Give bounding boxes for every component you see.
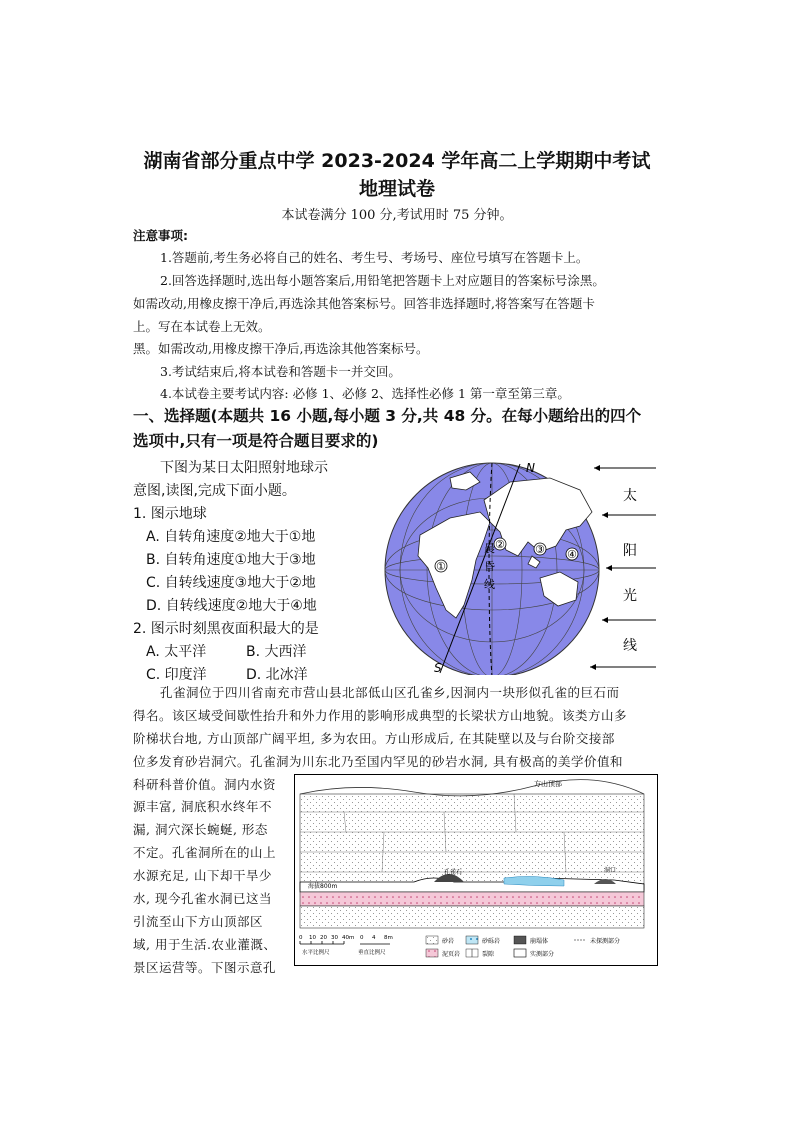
question-2-option: D. 北冰洋 <box>246 667 308 683</box>
passage-line: 水, 现今孔雀水洞已这当 <box>133 891 272 906</box>
marker-3-label: ③ <box>535 543 545 556</box>
meridian-label: 昏 <box>484 560 495 573</box>
notice-line: 2.回答选择题时,选出每小题答案后,用铅笔把答题卡上对应题目的答案标号涂黑。 <box>160 273 605 288</box>
legend-label: 裂隙 <box>482 951 495 958</box>
question-1-option: A. 自转角速度②地大于①地 <box>146 529 316 545</box>
scale-tick: 40m <box>342 935 355 941</box>
passage-line: 源丰富, 洞底积水终年不 <box>133 799 272 814</box>
question-1-option: C. 自转线速度③地大于②地 <box>146 575 316 591</box>
stone-label: 孔雀石 <box>444 869 463 876</box>
question-2-option: B. 大西洋 <box>246 644 307 660</box>
meridian-label: 线 <box>484 578 495 591</box>
lower-sandstone-layer <box>300 906 644 928</box>
sun-label: 太 <box>623 488 637 504</box>
passage-line: 科研科普价值。洞内水资 <box>133 777 277 792</box>
question-1-option: B. 自转角速度①地大于③地 <box>146 552 316 568</box>
question-2-stem: 2. 图示时刻黑夜面积最大的是 <box>133 621 319 637</box>
cave-cross-section-figure <box>294 774 658 966</box>
scale-tick: 8m <box>384 935 393 941</box>
question-2-option: C. 印度洋 <box>146 667 207 683</box>
south-label: S <box>434 661 442 675</box>
sun-label: 阳 <box>623 543 637 559</box>
section-heading: 一、选择题(本题共 16 小题,每小题 3 分,共 48 分。在每小题给出的四个 <box>133 407 642 425</box>
notice-line: 上。写在本试卷上无效。 <box>133 319 271 334</box>
marker-1-label: ① <box>436 560 446 573</box>
sun-label: 光 <box>623 588 637 604</box>
passage-line: 水源充足, 山下却干旱少 <box>133 868 272 883</box>
scale-h-label: 水平比例尺 <box>302 950 330 956</box>
scale-tick: 10 <box>309 935 316 941</box>
marker-4-label: ④ <box>567 548 577 561</box>
sun-label: 线 <box>623 638 637 654</box>
passage-line: 景区运营等。下图示意孔 <box>133 960 277 975</box>
scale-tick: 4 <box>372 935 376 941</box>
passage-line: 位多发育砂岩洞穴。孔雀洞为川东北乃至国内罕见的砂岩水洞, 具有极高的美学价值和 <box>133 754 623 769</box>
notice-line: 黑。如需改动,用橡皮擦干净后,再选涂其他答案标号。 <box>133 341 429 356</box>
legend-label: 实测部分 <box>530 951 555 958</box>
passage-line: 得名。该区域受间歇性抬升和外力作用的影响形成典型的长梁状方山地貌。该类方山多 <box>133 708 628 723</box>
legend-label: 砂岩 <box>442 938 455 945</box>
intro-text: 意图,读图,完成下面小题。 <box>133 483 296 499</box>
globe-figure <box>380 460 665 675</box>
sandstone-layer <box>300 794 644 890</box>
outlet-label: 洞口 <box>604 867 617 874</box>
scale-v-label: 垂直比例尺 <box>358 950 386 956</box>
scale-tick: 0 <box>299 935 303 941</box>
scale-tick: 0 <box>360 935 364 941</box>
notice-line: 3.考试结束后,将本试卷和答题卡一并交回。 <box>160 364 401 379</box>
section-heading: 选项中,只有一项是符合题目要求的) <box>133 432 379 450</box>
passage-line: 不定。孔雀洞所在的山上 <box>133 845 277 860</box>
legend-label: 泥页岩 <box>442 951 461 958</box>
notice-line: 1.答题前,考生务必将自己的姓名、考生号、考场号、座位号填写在答题卡上。 <box>160 250 589 265</box>
passage-line: 阶梯状台地, 方山顶部广阔平坦, 多为农田。方山形成后, 在其陡壁以及与台阶交接部 <box>133 731 615 746</box>
meridian-label: 晨 <box>484 542 495 555</box>
marker-2-label: ② <box>495 538 505 551</box>
scale-tick: 20 <box>320 935 327 941</box>
intro-text: 下图为某日太阳照射地球示 <box>160 460 328 476</box>
question-2-option: A. 太平洋 <box>146 644 207 660</box>
scale-tick: 30 <box>331 935 338 941</box>
shale-layer <box>300 892 644 906</box>
legend-label: 未探测部分 <box>590 938 621 945</box>
question-1-stem: 1. 图示地球 <box>133 506 207 522</box>
passage-line: 引流至山下方山顶部区 <box>133 914 264 929</box>
notice-line: 如需改动,用橡皮擦干净后,再选涂其他答案标号。回答非选择题时,将答案写在答题卡 <box>133 296 595 311</box>
question-1-option: D. 自转线速度②地大于④地 <box>146 598 317 614</box>
exam-title: 湖南省部分重点中学 2023-2024 学年高二上学期期中考试 <box>143 150 651 172</box>
exam-subtitle: 本试卷满分 100 分,考试用时 75 分钟。 <box>281 208 513 223</box>
elevation-label: 海拔800m <box>308 883 338 890</box>
legend-label: 崩塌体 <box>530 938 549 945</box>
passage-line: 漏, 洞穴深长蜿蜒, 形态 <box>133 822 268 837</box>
north-label: N <box>526 461 535 475</box>
notice-heading: 注意事项: <box>133 228 188 243</box>
notice-line: 4.本试卷主要考试内容: 必修 1、必修 2、选择性必修 1 第一章至第三章。 <box>160 386 570 401</box>
passage-line: 孔雀洞位于四川省南充市营山县北部低山区孔雀乡,因洞内一块形似孔雀的巨石而 <box>160 685 620 700</box>
top-label: 方山顶部 <box>534 780 562 788</box>
passage-line: 域, 用于生活.农业灌溉、 <box>133 937 277 952</box>
exam-subject: 地理试卷 <box>358 178 435 200</box>
legend-label: 砂砾岩 <box>482 938 501 945</box>
